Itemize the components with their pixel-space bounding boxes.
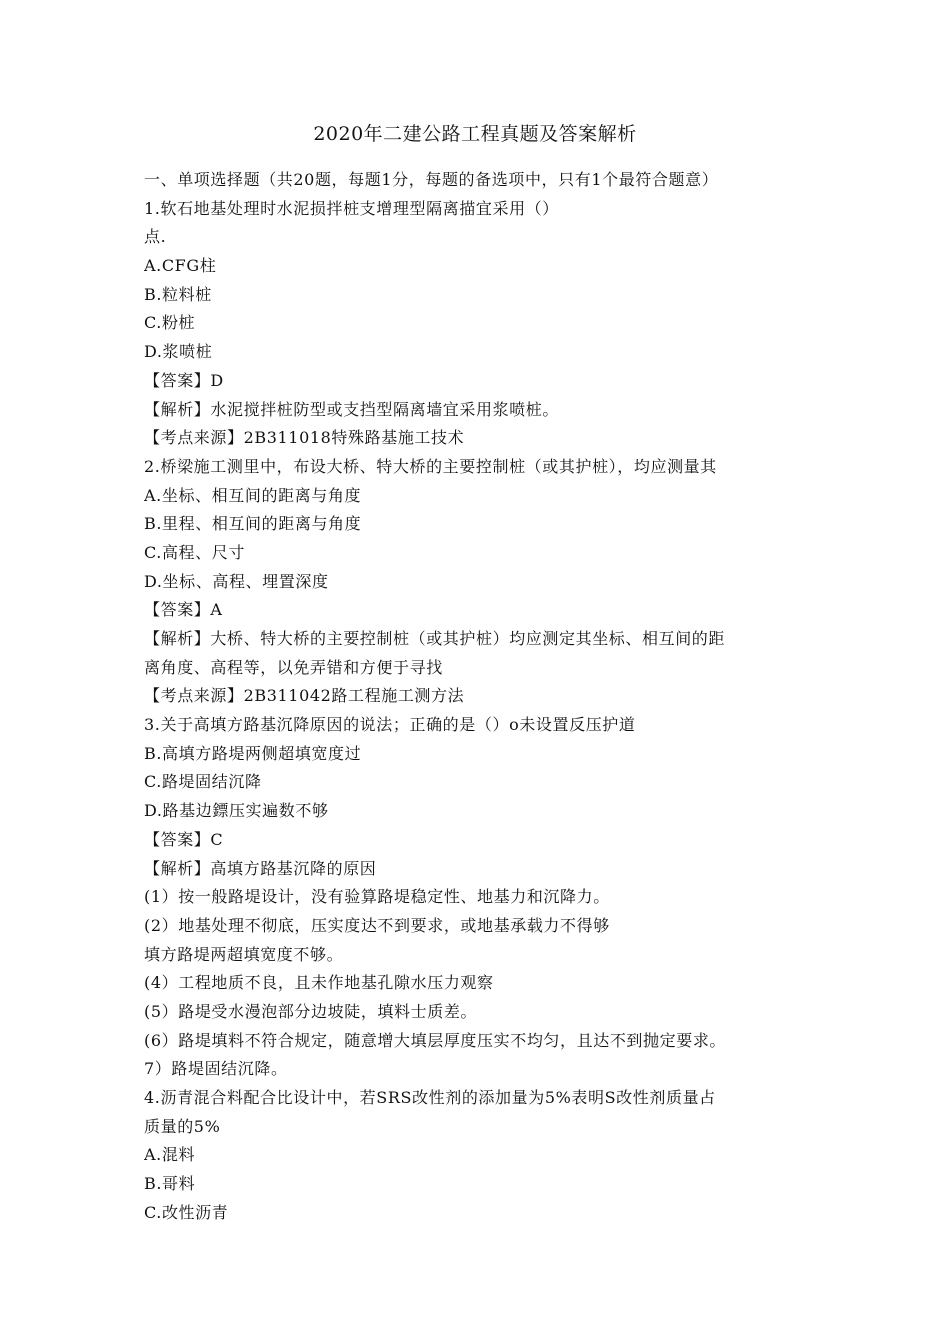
question-3-option-b: B.高填方路堤两侧超填宽度过 — [144, 743, 362, 763]
document-body — [144, 166, 820, 1227]
question-1-option-d: D.浆喷桩 — [144, 342, 213, 362]
question-1-option-c: C.粉桩 — [144, 313, 196, 333]
question-1-analysis: 【解析】水泥搅拌桩防型或支挡型隔离墙宜采用浆喷桩。 — [144, 399, 560, 419]
question-2-analysis: 【解析】大桥、特大桥的主要控制桩（或其护桩）均应测定其坐标、相互间的距 — [144, 629, 726, 648]
question-4-stem: 4.沥青混合料配合比设计中，若SRS改性剂的添加量为5%表明S改性剂质量占 — [144, 1088, 716, 1107]
question-2-stem: 2.桥梁施工测里中，布设大桥、特大桥的主要控制桩（或其护桩），均应测量其 — [144, 456, 717, 476]
question-2-analysis-continued: 离角度、高程等，以免弄错和方便于寻找 — [144, 657, 443, 677]
document-title: 2020年二建公路工程真题及答案解析 — [313, 123, 637, 145]
question-1-answer: 【答案】D — [144, 370, 224, 390]
question-3-analysis: 【解析】高填方路基沉降的原因 — [144, 858, 377, 878]
question-1-option-b: B.粒料桩 — [144, 284, 212, 304]
question-3-reason-2: (2）地基处理不彻底，压实度达不到要求，或地基承载力不得够 — [144, 915, 610, 935]
question-3-reason-4: (4）工程地质不良，且未作地基孔隙水压力观察 — [144, 973, 494, 993]
question-3-reason-3: 填方路堤两超填宽度不够。 — [144, 944, 344, 964]
question-2-option-b: B.里程、相互间的距离与角度 — [144, 514, 362, 534]
question-2-source: 【考点来源】2B311042路工程施工测方法 — [144, 686, 465, 706]
question-4-option-b: B.哥料 — [144, 1174, 196, 1194]
question-3-reason-5: (5）路堤受水漫泡部分边坡陡，填料士质差。 — [144, 1001, 478, 1021]
section-heading: 一、单项选择题（共20题，每题1分，每题的备选项中，只有1个最符合题意） — [144, 170, 719, 189]
question-1-stem: 1.软石地基处理时水泥损拌桩支增理型隔离描宜采用（） — [144, 198, 559, 218]
question-3-reason-1: (1）按一般路堤设计，没有验算路堤稳定性、地基力和沉降力。 — [144, 887, 610, 907]
question-2-option-d: D.坐标、高程、埋置深度 — [144, 571, 329, 591]
question-3-stem: 3.关于高填方路基沉降原因的说法；正确的是（）o未设置反压护道 — [144, 715, 636, 735]
question-3-reason-6: (6）路堤填料不符合规定，随意增大填层厚度压实不均匀，且达不到抛定要求。 — [144, 1030, 727, 1050]
question-2-answer: 【答案】A — [144, 600, 223, 620]
question-1-source: 【考点来源】2B311018特殊路基施工技术 — [144, 428, 465, 448]
question-1-option-a: A.CFG柱 — [144, 256, 217, 276]
question-4-option-c: C.改性沥青 — [144, 1202, 229, 1222]
question-2-option-c: C.高程、尺寸 — [144, 542, 245, 562]
question-1-stem-continued: 点. — [144, 227, 167, 247]
question-4-option-a: A.混料 — [144, 1145, 196, 1165]
question-2-option-a: A.坐标、相互间的距离与角度 — [144, 485, 362, 505]
question-3-reason-7: 7）路堤固结沉降。 — [144, 1059, 288, 1079]
question-3-answer: 【答案】C — [144, 829, 224, 849]
question-3-option-d: D.路基边鏢压实遍数不够 — [144, 801, 329, 821]
question-3-option-c: C.路堤固结沉降 — [144, 772, 262, 792]
question-4-stem-continued: 质量的5% — [144, 1116, 221, 1136]
